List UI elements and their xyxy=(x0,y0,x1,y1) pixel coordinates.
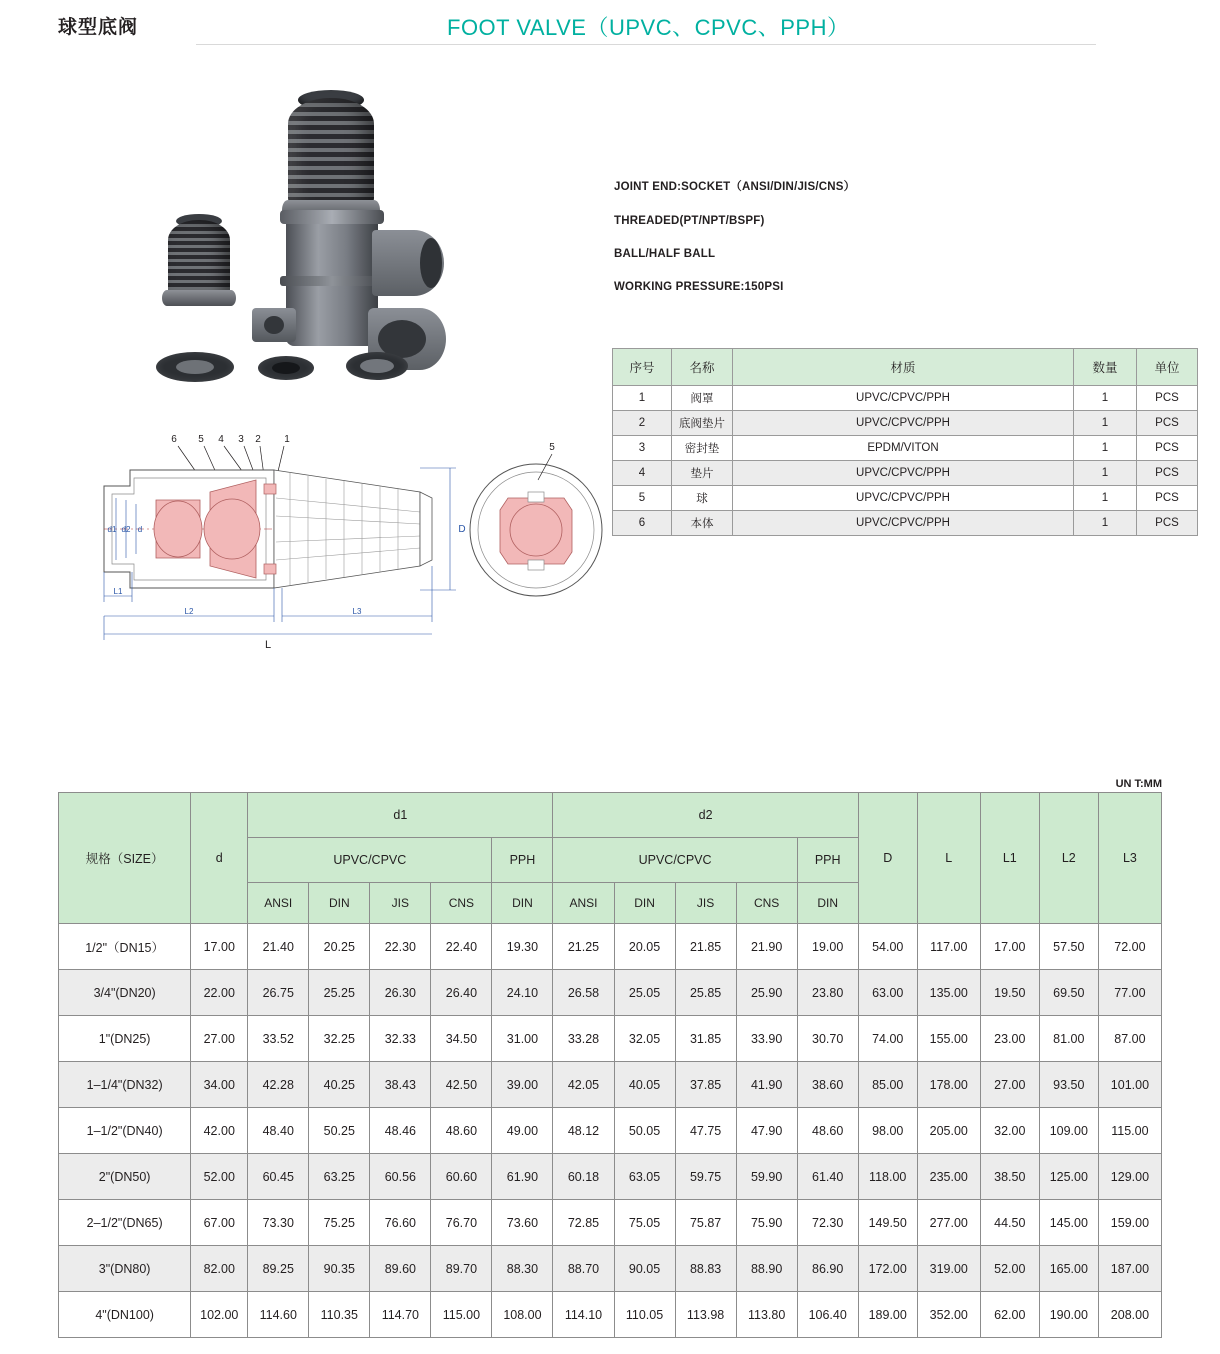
unit-note: UN T:MM xyxy=(1115,778,1162,790)
dim-cell-d1-ansi: 26.75 xyxy=(248,970,309,1016)
dim-cell-L1: 23.00 xyxy=(980,1016,1039,1062)
dim-subheader-d1-pph-din: DIN xyxy=(492,883,553,924)
dim-label-L3: L3 xyxy=(352,607,362,616)
dim-cell-L: 117.00 xyxy=(917,924,980,970)
dim-cell-size: 1–1/4"(DN32) xyxy=(59,1062,191,1108)
dim-cell-d1-cns: 115.00 xyxy=(431,1292,492,1338)
table-row xyxy=(613,511,1198,536)
dim-cell-d2-din: 50.05 xyxy=(614,1108,675,1154)
table-row xyxy=(613,436,1198,461)
parts-cell-material: UPVC/CPVC/PPH xyxy=(733,486,1074,511)
parts-cell-qty: 1 xyxy=(1074,386,1137,411)
dim-cell-d: 102.00 xyxy=(191,1292,248,1338)
dim-cell-d2-cns: 33.90 xyxy=(736,1016,797,1062)
dim-cell-size: 1"(DN25) xyxy=(59,1016,191,1062)
table-row xyxy=(613,386,1198,411)
callout-3: 3 xyxy=(238,434,244,445)
valve-body-band-bottom xyxy=(280,276,384,286)
dim-cell-d: 17.00 xyxy=(191,924,248,970)
dim-subheader-d2-cns: CNS xyxy=(736,883,797,924)
gasket-3-bore xyxy=(360,359,394,373)
parts-cell-unit: PCS xyxy=(1137,486,1198,511)
dim-cell-d1-din: 20.25 xyxy=(309,924,370,970)
dim-cell-d1-jis: 89.60 xyxy=(370,1246,431,1292)
dim-label-L2: L2 xyxy=(184,607,194,616)
dim-subheader-d1-ansi: ANSI xyxy=(248,883,309,924)
parts-cell-material: UPVC/CPVC/PPH xyxy=(733,511,1074,536)
page-title-cn: 球型底阀 xyxy=(58,17,139,38)
dim-cell-d1-cns: 22.40 xyxy=(431,924,492,970)
parts-header-name: 名称 xyxy=(672,349,733,386)
table-row xyxy=(59,1154,1162,1200)
dim-header-d1: d1 xyxy=(248,793,553,838)
parts-cell-name: 本体 xyxy=(672,511,733,536)
dim-cell-L1: 52.00 xyxy=(980,1246,1039,1292)
dim-subheader-d2-pph-din: DIN xyxy=(797,883,858,924)
dim-cell-d1-din: 40.25 xyxy=(309,1062,370,1108)
dim-cell-d1-jis: 114.70 xyxy=(370,1292,431,1338)
dim-cell-d1-cns: 89.70 xyxy=(431,1246,492,1292)
dim-cell-d2-pph: 61.40 xyxy=(797,1154,858,1200)
product-photo xyxy=(120,80,560,400)
dim-cell-d1-cns: 26.40 xyxy=(431,970,492,1016)
dim-cell-L3: 129.00 xyxy=(1098,1154,1161,1200)
parts-cell-name: 球 xyxy=(672,486,733,511)
parts-header-no: 序号 xyxy=(613,349,672,386)
dim-cell-d2-ansi: 114.10 xyxy=(553,1292,614,1338)
dim-subheader-d1-din: DIN xyxy=(309,883,370,924)
dim-cell-d1-ansi: 89.25 xyxy=(248,1246,309,1292)
dim-header-d2: d2 xyxy=(553,793,858,838)
spec-line-threaded: THREADED(PT/NPT/BSPF) xyxy=(614,215,765,227)
dim-cell-D: 98.00 xyxy=(858,1108,917,1154)
dim-cell-D: 118.00 xyxy=(858,1154,917,1200)
dim-cell-d2-jis: 21.85 xyxy=(675,924,736,970)
dim-cell-L2: 81.00 xyxy=(1039,1016,1098,1062)
dim-cell-d2-jis: 31.85 xyxy=(675,1016,736,1062)
dim-cell-d2-pph: 48.60 xyxy=(797,1108,858,1154)
dim-cell-D: 85.00 xyxy=(858,1062,917,1108)
strainer-cap-small xyxy=(168,220,230,298)
dim-cell-d2-din: 110.05 xyxy=(614,1292,675,1338)
parts-cell-qty: 1 xyxy=(1074,436,1137,461)
valve-socket-bore xyxy=(420,238,442,288)
dim-header-size: 规格（SIZE） xyxy=(59,793,191,924)
dim-cell-d2-ansi: 48.12 xyxy=(553,1108,614,1154)
table-row xyxy=(59,1200,1162,1246)
dim-header-L2: L2 xyxy=(1039,793,1098,924)
spec-line-working-pressure: WORKING PRESSURE:150PSI xyxy=(614,281,784,293)
dim-cell-d2-pph: 19.00 xyxy=(797,924,858,970)
nut-bore xyxy=(264,316,284,334)
parts-cell-unit: PCS xyxy=(1137,461,1198,486)
dim-cell-L: 178.00 xyxy=(917,1062,980,1108)
dim-cell-d1-din: 63.25 xyxy=(309,1154,370,1200)
dim-cell-d1-din: 25.25 xyxy=(309,970,370,1016)
dim-cell-L2: 165.00 xyxy=(1039,1246,1098,1292)
dim-cell-L3: 101.00 xyxy=(1098,1062,1161,1108)
dim-cell-d2-din: 25.05 xyxy=(614,970,675,1016)
dim-cell-d2-ansi: 42.05 xyxy=(553,1062,614,1108)
parts-table-header-row xyxy=(613,349,1198,386)
dim-cell-L: 352.00 xyxy=(917,1292,980,1338)
dim-label-L: L xyxy=(264,639,272,651)
dim-cell-d1-jis: 48.46 xyxy=(370,1108,431,1154)
dim-cell-d1-din: 32.25 xyxy=(309,1016,370,1062)
dim-cell-d2-din: 40.05 xyxy=(614,1062,675,1108)
table-row xyxy=(59,1108,1162,1154)
table-row xyxy=(59,1062,1162,1108)
dim-cell-d1-jis: 76.60 xyxy=(370,1200,431,1246)
table-row xyxy=(59,1246,1162,1292)
dim-cell-d1-cns: 34.50 xyxy=(431,1016,492,1062)
dim-cell-L2: 57.50 xyxy=(1039,924,1098,970)
dim-cell-d: 67.00 xyxy=(191,1200,248,1246)
dim-cell-L2: 109.00 xyxy=(1039,1108,1098,1154)
dim-cell-D: 149.50 xyxy=(858,1200,917,1246)
parts-cell-qty: 1 xyxy=(1074,461,1137,486)
dim-cell-L: 155.00 xyxy=(917,1016,980,1062)
dim-header-L3: L3 xyxy=(1098,793,1161,924)
spec-line-ball: BALL/HALF BALL xyxy=(614,248,716,260)
dim-cell-d: 82.00 xyxy=(191,1246,248,1292)
dim-cell-L1: 19.50 xyxy=(980,970,1039,1016)
dim-cell-d2-jis: 25.85 xyxy=(675,970,736,1016)
dim-cell-d1-din: 90.35 xyxy=(309,1246,370,1292)
dim-cell-d1-pph: 24.10 xyxy=(492,970,553,1016)
spec-line-joint-end: JOINT END:SOCKET（ANSI/DIN/JIS/CNS） xyxy=(614,181,856,193)
strainer-cap-large xyxy=(288,98,374,208)
parts-cell-unit: PCS xyxy=(1137,411,1198,436)
page-header xyxy=(0,0,1220,60)
dim-cell-size: 3/4"(DN20) xyxy=(59,970,191,1016)
dim-label-D: D xyxy=(458,524,466,535)
callout-2: 2 xyxy=(255,434,261,445)
technical-drawing xyxy=(60,420,620,660)
dim-cell-d: 22.00 xyxy=(191,970,248,1016)
parts-cell-name: 密封垫 xyxy=(672,436,733,461)
dim-cell-d2-din: 63.05 xyxy=(614,1154,675,1200)
dim-cell-d2-din: 75.05 xyxy=(614,1200,675,1246)
parts-cell-unit: PCS xyxy=(1137,511,1198,536)
dim-cell-L1: 32.00 xyxy=(980,1108,1039,1154)
dim-cell-d2-jis: 47.75 xyxy=(675,1108,736,1154)
dim-cell-L: 205.00 xyxy=(917,1108,980,1154)
dim-cell-d1-jis: 32.33 xyxy=(370,1016,431,1062)
dim-subheader-d2-jis: JIS xyxy=(675,883,736,924)
parts-table xyxy=(612,348,1198,536)
page-title-en: FOOT VALVE（UPVC、CPVC、PPH） xyxy=(447,15,850,40)
parts-cell-name: 垫片 xyxy=(672,461,733,486)
section-callout-5: 5 xyxy=(549,442,555,453)
dim-cell-d2-pph: 30.70 xyxy=(797,1016,858,1062)
dim-cell-L: 319.00 xyxy=(917,1246,980,1292)
dim-subheader-d1-jis: JIS xyxy=(370,883,431,924)
dim-header-d1-pph: PPH xyxy=(492,838,553,883)
dim-cell-L3: 77.00 xyxy=(1098,970,1161,1016)
parts-header-material: 材质 xyxy=(733,349,1074,386)
dim-cell-d2-cns: 59.90 xyxy=(736,1154,797,1200)
dim-cell-L2: 145.00 xyxy=(1039,1200,1098,1246)
dim-cell-d2-ansi: 60.18 xyxy=(553,1154,614,1200)
dim-cell-L3: 87.00 xyxy=(1098,1016,1161,1062)
dim-cell-d1-cns: 42.50 xyxy=(431,1062,492,1108)
dim-cell-L: 277.00 xyxy=(917,1200,980,1246)
callout-1: 1 xyxy=(284,434,290,445)
dim-cell-d1-ansi: 21.40 xyxy=(248,924,309,970)
dim-subheader-d2-ansi: ANSI xyxy=(553,883,614,924)
dim-cell-L2: 93.50 xyxy=(1039,1062,1098,1108)
parts-cell-no: 4 xyxy=(613,461,672,486)
dim-header-row-1 xyxy=(59,793,1162,838)
dim-cell-d2-pph: 106.40 xyxy=(797,1292,858,1338)
dim-cell-d: 34.00 xyxy=(191,1062,248,1108)
dim-cell-size: 4"(DN100) xyxy=(59,1292,191,1338)
dim-cell-d2-ansi: 21.25 xyxy=(553,924,614,970)
dim-header-d1-upvc-cpvc: UPVC/CPVC xyxy=(248,838,492,883)
dim-cell-d2-ansi: 88.70 xyxy=(553,1246,614,1292)
dim-cell-d2-pph: 23.80 xyxy=(797,970,858,1016)
dim-cell-L1: 17.00 xyxy=(980,924,1039,970)
dim-cell-d2-ansi: 26.58 xyxy=(553,970,614,1016)
dim-header-d: d xyxy=(191,793,248,924)
dim-cell-d2-cns: 21.90 xyxy=(736,924,797,970)
dim-cell-d2-ansi: 72.85 xyxy=(553,1200,614,1246)
callout-5: 5 xyxy=(198,434,204,445)
dim-cell-L2: 190.00 xyxy=(1039,1292,1098,1338)
parts-cell-unit: PCS xyxy=(1137,436,1198,461)
dim-cell-d1-pph: 49.00 xyxy=(492,1108,553,1154)
strainer-cage-tip xyxy=(420,492,432,566)
dim-cell-d2-din: 90.05 xyxy=(614,1246,675,1292)
dim-cell-L2: 125.00 xyxy=(1039,1154,1098,1200)
table-row xyxy=(59,924,1162,970)
parts-cell-no: 6 xyxy=(613,511,672,536)
dim-cell-d1-ansi: 48.40 xyxy=(248,1108,309,1154)
parts-cell-qty: 1 xyxy=(1074,486,1137,511)
dim-cell-d1-jis: 38.43 xyxy=(370,1062,431,1108)
dim-cell-d2-jis: 59.75 xyxy=(675,1154,736,1200)
dim-cell-L3: 72.00 xyxy=(1098,924,1161,970)
dim-cell-L1: 44.50 xyxy=(980,1200,1039,1246)
dim-label-d2: d2 xyxy=(121,525,131,534)
dim-cell-d1-ansi: 114.60 xyxy=(248,1292,309,1338)
dim-cell-d1-pph: 31.00 xyxy=(492,1016,553,1062)
callout-4: 4 xyxy=(218,434,224,445)
dim-cell-L1: 62.00 xyxy=(980,1292,1039,1338)
dim-cell-d2-cns: 88.90 xyxy=(736,1246,797,1292)
dim-cell-D: 189.00 xyxy=(858,1292,917,1338)
dim-cell-d: 42.00 xyxy=(191,1108,248,1154)
parts-cell-material: UPVC/CPVC/PPH xyxy=(733,386,1074,411)
dim-cell-d2-cns: 113.80 xyxy=(736,1292,797,1338)
dim-subheader-d2-din: DIN xyxy=(614,883,675,924)
dim-cell-D: 54.00 xyxy=(858,924,917,970)
dim-cell-d2-pph: 72.30 xyxy=(797,1200,858,1246)
dim-cell-d2-jis: 75.87 xyxy=(675,1200,736,1246)
dim-cell-d1-jis: 60.56 xyxy=(370,1154,431,1200)
parts-cell-no: 2 xyxy=(613,411,672,436)
dim-cell-d2-jis: 113.98 xyxy=(675,1292,736,1338)
dim-cell-d1-jis: 22.30 xyxy=(370,924,431,970)
table-row xyxy=(59,1016,1162,1062)
parts-cell-qty: 1 xyxy=(1074,511,1137,536)
parts-cell-unit: PCS xyxy=(1137,386,1198,411)
dim-cell-d1-cns: 76.70 xyxy=(431,1200,492,1246)
table-row xyxy=(613,411,1198,436)
table-row xyxy=(59,1292,1162,1338)
dim-header-d2-pph: PPH xyxy=(797,838,858,883)
dim-cell-d2-pph: 86.90 xyxy=(797,1246,858,1292)
dim-cell-L3: 115.00 xyxy=(1098,1108,1161,1154)
dim-cell-L: 235.00 xyxy=(917,1154,980,1200)
dim-cell-d: 27.00 xyxy=(191,1016,248,1062)
dim-header-L: L xyxy=(917,793,980,924)
header-divider xyxy=(196,44,1096,45)
dim-subheader-d1-cns: CNS xyxy=(431,883,492,924)
table-row xyxy=(613,461,1198,486)
dim-cell-d1-ansi: 73.30 xyxy=(248,1200,309,1246)
callout-6: 6 xyxy=(171,434,177,445)
parts-cell-material: EPDM/VITON xyxy=(733,436,1074,461)
dim-cell-D: 74.00 xyxy=(858,1016,917,1062)
gasket-2-bore xyxy=(272,362,300,374)
parts-cell-name: 底阀垫片 xyxy=(672,411,733,436)
dim-cell-size: 2–1/2"(DN65) xyxy=(59,1200,191,1246)
dim-cell-L3: 187.00 xyxy=(1098,1246,1161,1292)
dim-cell-L3: 208.00 xyxy=(1098,1292,1161,1338)
parts-cell-no: 1 xyxy=(613,386,672,411)
dim-header-d2-upvc-cpvc: UPVC/CPVC xyxy=(553,838,797,883)
dim-cell-d2-cns: 47.90 xyxy=(736,1108,797,1154)
dim-cell-d1-cns: 60.60 xyxy=(431,1154,492,1200)
dim-cell-d1-din: 110.35 xyxy=(309,1292,370,1338)
parts-cell-qty: 1 xyxy=(1074,411,1137,436)
dim-cell-d: 52.00 xyxy=(191,1154,248,1200)
dim-cell-d2-cns: 75.90 xyxy=(736,1200,797,1246)
table-row xyxy=(613,486,1198,511)
dim-header-D: D xyxy=(858,793,917,924)
parts-cell-material: UPVC/CPVC/PPH xyxy=(733,411,1074,436)
dim-cell-size: 3"(DN80) xyxy=(59,1246,191,1292)
dim-cell-size: 2"(DN50) xyxy=(59,1154,191,1200)
parts-cell-material: UPVC/CPVC/PPH xyxy=(733,461,1074,486)
parts-header-unit: 单位 xyxy=(1137,349,1198,386)
valve-body-band-top xyxy=(280,210,384,224)
dim-cell-d1-cns: 48.60 xyxy=(431,1108,492,1154)
dim-cell-L1: 38.50 xyxy=(980,1154,1039,1200)
dim-label-d1: d1 xyxy=(107,525,117,534)
dim-label-L1: L1 xyxy=(113,587,123,596)
dim-cell-d2-din: 20.05 xyxy=(614,924,675,970)
strainer-cap-small-ring xyxy=(162,290,236,306)
dim-cell-d1-pph: 88.30 xyxy=(492,1246,553,1292)
dim-cell-L1: 27.00 xyxy=(980,1062,1039,1108)
parts-cell-name: 阀罩 xyxy=(672,386,733,411)
dim-cell-d1-pph: 61.90 xyxy=(492,1154,553,1200)
parts-cell-no: 3 xyxy=(613,436,672,461)
dim-cell-d2-pph: 38.60 xyxy=(797,1062,858,1108)
parts-cell-no: 5 xyxy=(613,486,672,511)
dim-cell-D: 63.00 xyxy=(858,970,917,1016)
dim-cell-D: 172.00 xyxy=(858,1246,917,1292)
dim-cell-d1-pph: 73.60 xyxy=(492,1200,553,1246)
dim-label-d: d xyxy=(137,525,143,534)
parts-header-qty: 数量 xyxy=(1074,349,1137,386)
dim-cell-d1-ansi: 42.28 xyxy=(248,1062,309,1108)
dim-cell-d1-din: 50.25 xyxy=(309,1108,370,1154)
dim-header-L1: L1 xyxy=(980,793,1039,924)
dim-cell-d1-pph: 39.00 xyxy=(492,1062,553,1108)
dim-cell-L: 135.00 xyxy=(917,970,980,1016)
dim-cell-d2-ansi: 33.28 xyxy=(553,1016,614,1062)
dim-cell-size: 1–1/2"(DN40) xyxy=(59,1108,191,1154)
dim-cell-L3: 159.00 xyxy=(1098,1200,1161,1246)
section-view-circle xyxy=(470,454,602,596)
specification-list xyxy=(614,178,1174,314)
dimension-table xyxy=(58,792,1162,1338)
dim-cell-d2-jis: 88.83 xyxy=(675,1246,736,1292)
dim-cell-d2-cns: 41.90 xyxy=(736,1062,797,1108)
dim-cell-d2-din: 32.05 xyxy=(614,1016,675,1062)
dim-cell-d2-cns: 25.90 xyxy=(736,970,797,1016)
dim-cell-d1-jis: 26.30 xyxy=(370,970,431,1016)
table-row xyxy=(59,970,1162,1016)
dim-cell-size: 1/2"（DN15） xyxy=(59,924,191,970)
dim-cell-d1-ansi: 60.45 xyxy=(248,1154,309,1200)
dim-cell-d1-pph: 19.30 xyxy=(492,924,553,970)
gasket-1-bore xyxy=(176,360,214,374)
dim-cell-d1-pph: 108.00 xyxy=(492,1292,553,1338)
dim-cell-d1-ansi: 33.52 xyxy=(248,1016,309,1062)
dim-cell-L2: 69.50 xyxy=(1039,970,1098,1016)
dimension-table-wrapper xyxy=(58,792,1162,1338)
dim-cell-d1-din: 75.25 xyxy=(309,1200,370,1246)
dim-cell-d2-jis: 37.85 xyxy=(675,1062,736,1108)
